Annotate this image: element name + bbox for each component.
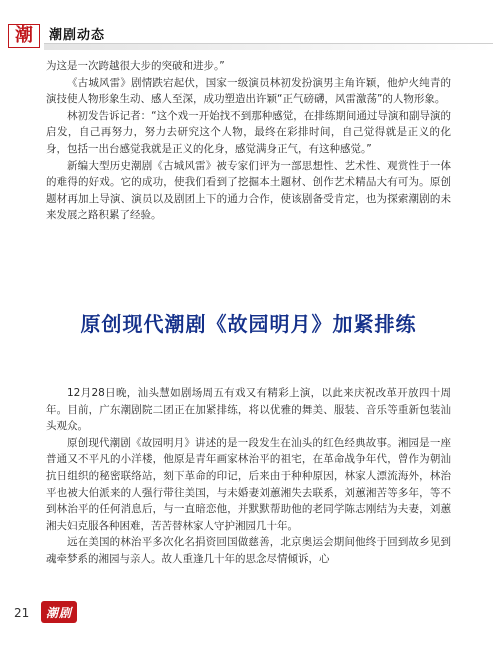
page-number: 21 xyxy=(14,606,30,620)
paragraph: 林初发告诉记者：“这个戏一开始找不到那种感觉，在排练期间通过导演和副导演的启发，自己再努力，努力去研究这个人物，最终在彩排时间，自己觉得就是正义的化身，包括一出台感觉我就是正义的化身，感觉满身正气，有这种感觉。” xyxy=(46,109,451,155)
footer-logo xyxy=(41,601,77,623)
footer-logo-text: 潮剧 xyxy=(45,605,72,620)
paragraph: 远在美国的林治平多次化名捐资回国做慈善，北京奥运会期间他终于回到故乡见到魂牵梦系的湘园与亲人。故人重逢几十年的思念尽情倾诉，心 xyxy=(46,536,451,565)
page-header xyxy=(0,0,493,54)
article-body xyxy=(46,385,451,568)
header-rule xyxy=(44,44,493,50)
section-logo-char: 潮 xyxy=(15,25,33,46)
paragraph: 《古城风雷》剧情跌宕起伏，国家一级演员林初发扮演男主角许颖，他炉火纯青的演技使人物形象生动、感人至深，成功塑造出许颖“正气磅礴，风雷激荡”的人物形象。 xyxy=(46,76,451,106)
paragraph: 为这是一次跨越很大步的突破和进步。” xyxy=(46,60,225,72)
section-logo xyxy=(8,24,40,48)
article-title: 原创现代潮剧《故园明月》加紧排练 xyxy=(80,312,417,336)
paragraph: 原创现代潮剧《故园明月》讲述的是一段发生在汕头的红色经典故事。湘园是一座普通又不平凡的小洋楼，他原是青年画家林治平的祖宅，在革命战争年代，曾作为朝汕抗日组织的秘密联络站，刻下革命的印记，后来由于种种原因，林家人漂流海外，林治平也被大伯派来的人强行带往美国，与未婚妻刘蕙湘失去联系，刘蕙湘苦等多年，等不到林治平的任何消息后，与一直暗恋他，并默默帮助他的老同学陈志刚结为夫妻，刘蕙湘夫妇克服各种困难，苦苦替林家人守护湘园几十年。 xyxy=(46,436,451,532)
section-title: 潮剧动态 xyxy=(49,28,106,43)
paragraph: 新编大型历史潮剧《古城风雷》被专家们评为一部思想性、艺术性、观赏性于一体的难得的好戏。它的成功，使我们看到了挖掘本土题材、创作艺术精品大有可为。原创题材再加上导演、演员以及剧团上下的通力合作，使该剧备受肯定，也为探索潮剧的未来发展之路积累了经验。 xyxy=(46,159,451,222)
previous-article-continuation xyxy=(46,58,451,224)
paragraph: 12月28日晚，汕头慧如剧场周五有戏又有精彩上演，以此来庆祝改革开放四十周年。目前，广东潮剧院二团正在加紧排练，将以优雅的舞美、服装、音乐等重新包装汕头观众。 xyxy=(46,387,451,433)
